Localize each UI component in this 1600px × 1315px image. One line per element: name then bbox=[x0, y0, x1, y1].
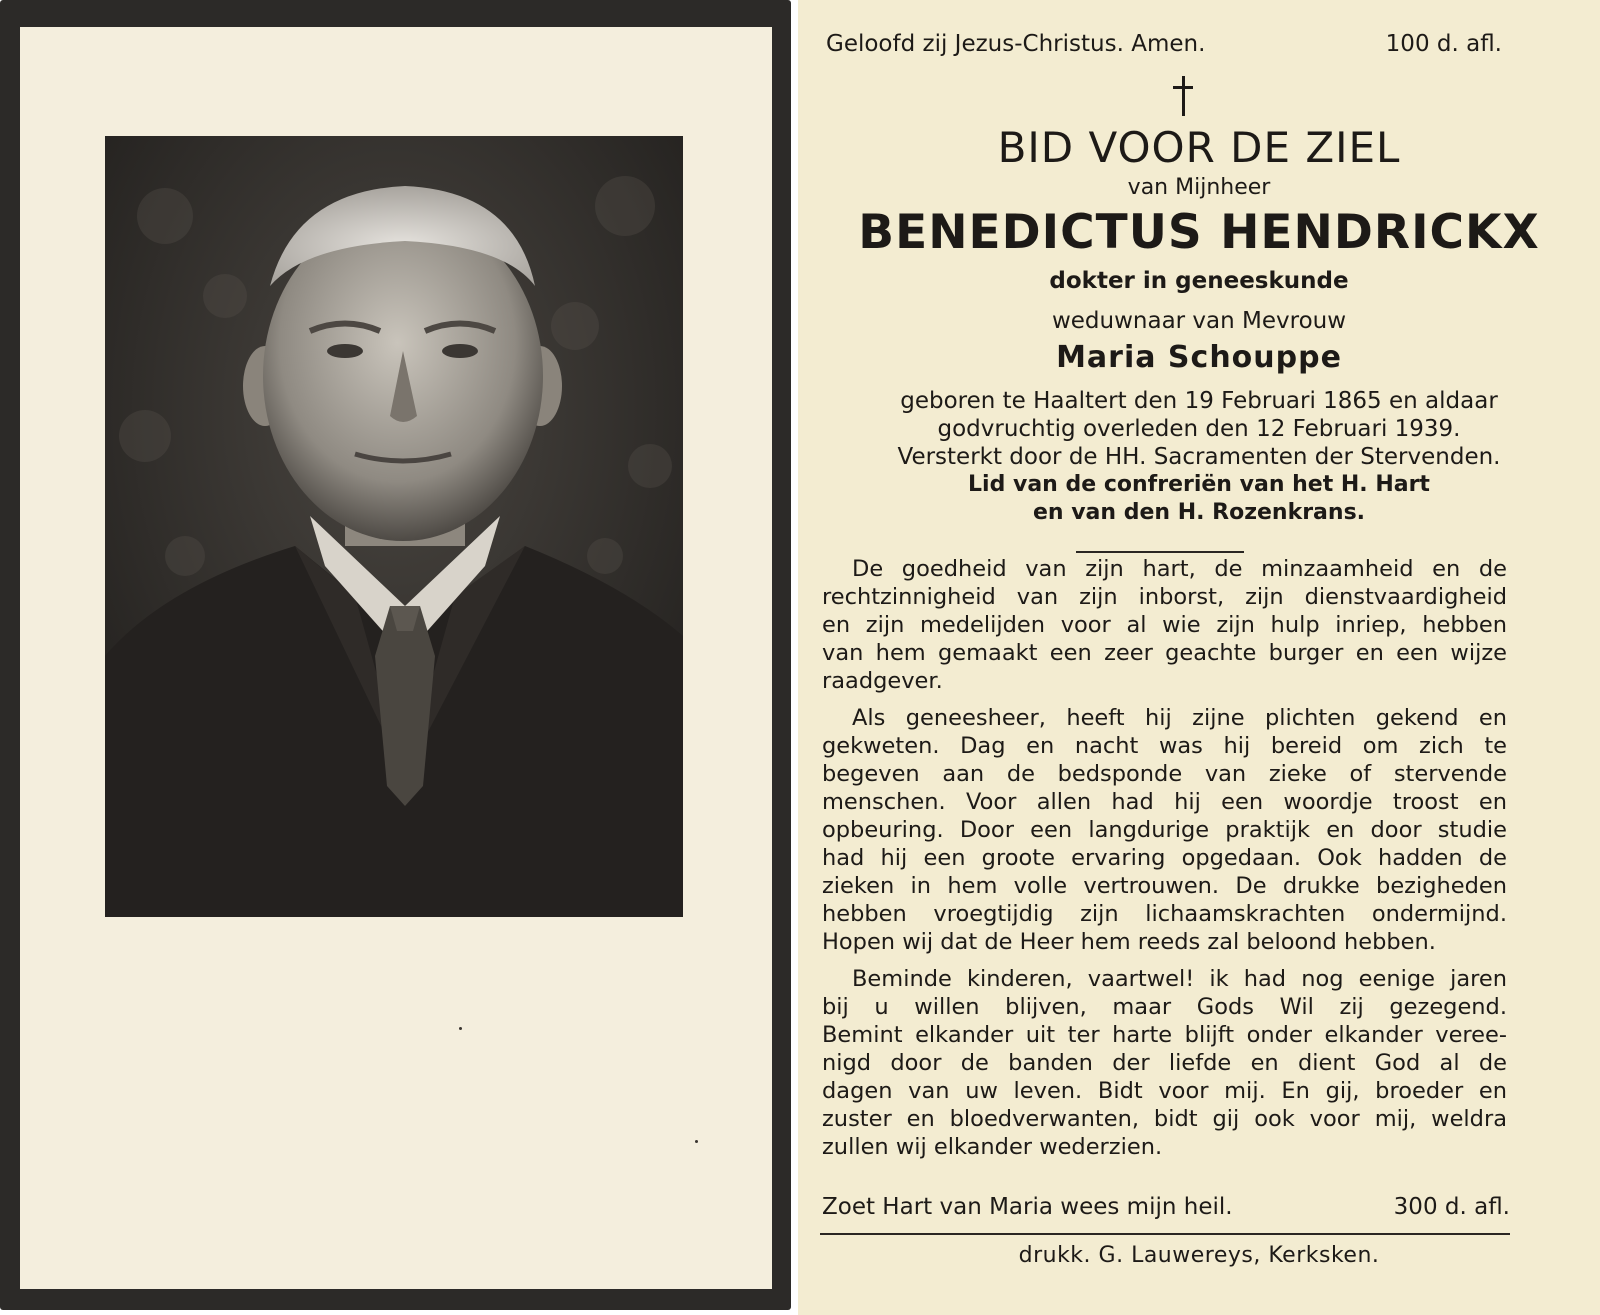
paragraph-2-line: Als geneesheer, heeft hij zijne plichten gekend en bbox=[852, 705, 1507, 731]
membership-line-2: en van den H. Rozenkrans. bbox=[1032, 500, 1366, 525]
membership-line-1: Lid van de confreriën van het H. Hart bbox=[968, 472, 1430, 497]
cross-icon bbox=[1173, 76, 1193, 116]
paragraph-3-line: Beminde kinderen, vaartwel! ik had nog eenige jaren bbox=[852, 966, 1507, 992]
closing-prayer: Zoet Hart van Maria wees mijn heil. bbox=[822, 1194, 1233, 1220]
death-line: godvruchtig overleden den 12 Februari 1939. bbox=[937, 416, 1461, 442]
paragraph-1-line: van hem gemaakt een zeer geachte burger en een wijze bbox=[822, 640, 1507, 666]
paragraph-2-line: zieken in hem volle vertrouwen. De drukke bezigheden bbox=[822, 873, 1507, 899]
card-heading: BID VOOR DE ZIEL bbox=[997, 123, 1401, 172]
top-right-indulgence: 100 d. afl. bbox=[1385, 31, 1502, 57]
deceased-name: BENEDICTUS HENDRICKX bbox=[858, 205, 1540, 260]
paragraph-2-line: had hij een groote ervaring opgedaan. Ook hadden de bbox=[822, 845, 1507, 871]
top-left-prayer: Geloofd zij Jezus-Christus. Amen. bbox=[826, 31, 1206, 57]
paragraph-1-line: De goedheid van zijn hart, de minzaamheid en de bbox=[852, 556, 1507, 582]
profession: dokter in geneeskunde bbox=[1049, 268, 1349, 294]
paragraph-3-line: bij u willen blijven, maar Gods Wil zij gezegend. bbox=[822, 994, 1507, 1020]
paragraph-1-line: en zijn medelijden voor al wie zijn hulp inriep, hebben bbox=[822, 612, 1507, 638]
paragraph-3-line: zuster en bloedverwanten, bidt gij ook voor mij, weldra bbox=[822, 1106, 1507, 1132]
paragraph-1-line: rechtzinnigheid van zijn inborst, zijn dienstvaardigheid bbox=[822, 584, 1507, 610]
paragraph-2-line: opbeuring. Door een langdurige praktijk en door studie bbox=[822, 817, 1507, 843]
paragraph-1-line: raadgever. bbox=[822, 668, 943, 694]
paragraph-3-line: nigd door de banden der liefde en dient God al de bbox=[822, 1050, 1507, 1076]
text-card bbox=[798, 0, 1600, 1315]
photo-card bbox=[0, 0, 791, 1310]
sacraments-line: Versterkt door de HH. Sacramenten der Stervenden. bbox=[897, 444, 1501, 470]
paragraph-2-line: menschen. Voor allen had hij een woordje troost en bbox=[822, 789, 1507, 815]
divider bbox=[1076, 551, 1244, 553]
printer-credit: drukk. G. Lauwereys, Kerksken. bbox=[1018, 1243, 1380, 1268]
paragraph-3-line: dagen van uw leven. Bidt voor mij. En gij, broeder en bbox=[822, 1078, 1507, 1104]
paragraph-2-line: gekweten. Dag en nacht was hij bereid om zich te bbox=[822, 733, 1507, 759]
closing-indulgence: 300 d. afl. bbox=[1393, 1194, 1510, 1220]
paragraph-2-line: begeven aan de bedsponde van zieke of stervende bbox=[822, 761, 1507, 787]
widower-of: weduwnaar van Mevrouw bbox=[1051, 308, 1347, 334]
portrait-photo bbox=[105, 136, 683, 917]
birth-line: geboren te Haaltert den 19 Februari 1865 en aldaar bbox=[900, 388, 1498, 414]
paper-speck bbox=[459, 1027, 462, 1030]
paragraph-3-line: zullen wij elkander wederzien. bbox=[822, 1134, 1163, 1160]
spouse-name: Maria Schouppe bbox=[1056, 340, 1342, 375]
paragraph-2-line: hebben vroegtijdig zijn lichaamskrachten ondermijnd. bbox=[822, 901, 1507, 927]
photo-card-paper bbox=[20, 27, 772, 1289]
divider bbox=[820, 1233, 1510, 1235]
van-mijnheer: van Mijnheer bbox=[1127, 175, 1271, 200]
paragraph-2-line: Hopen wij dat de Heer hem reeds zal beloond hebben. bbox=[822, 929, 1436, 955]
paragraph-3-line: Bemint elkander uit ter harte blijft onder elkander vereе- bbox=[822, 1022, 1507, 1048]
paper-speck bbox=[695, 1140, 698, 1143]
